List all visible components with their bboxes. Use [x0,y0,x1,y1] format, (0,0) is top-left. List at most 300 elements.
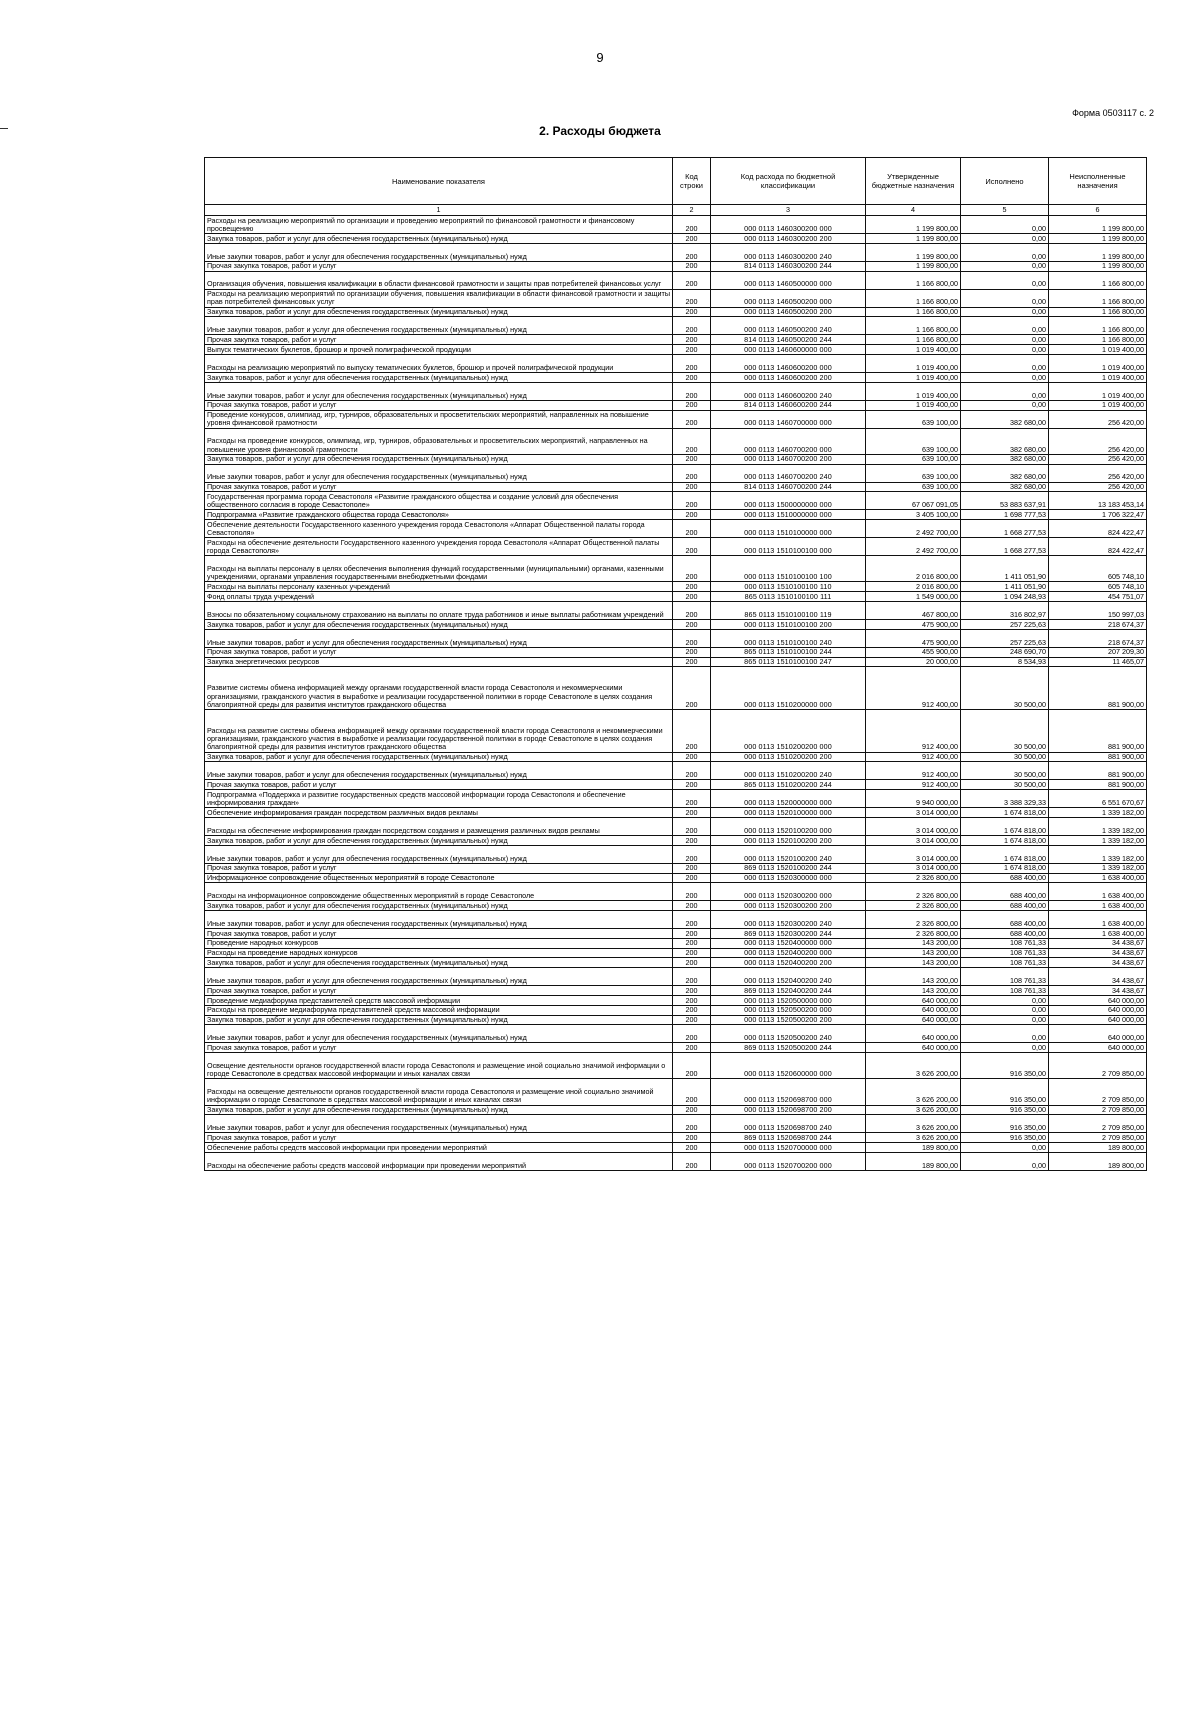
cell-name: Закупка товаров, работ и услуг для обеспечения государственных (муниципальных) нужд [205,454,673,464]
header-executed: Исполнено [961,158,1049,205]
cell-budget-code: 000 0113 1520100200 240 [711,845,866,863]
cell-row-code: 200 [673,1143,711,1153]
table-row [205,780,1147,790]
cell-approved: 143 200,00 [866,948,961,958]
cell-row-code: 200 [673,382,711,400]
cell-row-code: 200 [673,464,711,482]
cell-approved: 640 000,00 [866,1025,961,1043]
cell-approved: 2 326 800,00 [866,883,961,901]
cell-name: Расходы на развитие системы обмена информацией между органами государственной власти города Севастополя и некоммерческими организациями, гражданского участия в выработке и реализации государственной политики в городе Севастополе в целях создания благоприятной среды для развития институтов гражданского общества [205,709,673,752]
cell-unexecuted: 1 199 800,00 [1049,261,1147,271]
cell-name: Прочая закупка товаров, работ и услуг [205,482,673,492]
header-approved: Утвержденные бюджетные назначения [866,158,961,205]
cell-name: Проведение медиафорума представителей средств массовой информации [205,996,673,1006]
cell-budget-code: 000 0113 1510200200 240 [711,762,866,780]
cell-row-code: 200 [673,410,711,428]
cell-budget-code: 000 0113 1460600200 000 [711,354,866,372]
cell-name: Государственная программа города Севастополя «Развитие гражданского общества и создание условий для обеспечения общественного согласия в городе Севастополе» [205,492,673,510]
cell-name: Прочая закупка товаров, работ и услуг [205,400,673,410]
cell-unexecuted: 1 019 400,00 [1049,354,1147,372]
cell-approved: 1 199 800,00 [866,234,961,244]
cell-name: Проведение конкурсов, олимпиад, игр, турниров, образовательных и просветительских мероприятий, направленных на повышение уровня финансовой грамотности [205,410,673,428]
cell-unexecuted: 605 748,10 [1049,556,1147,582]
cell-unexecuted: 1 638 400,00 [1049,873,1147,883]
cell-unexecuted: 881 900,00 [1049,752,1147,762]
cell-approved: 2 326 800,00 [866,901,961,911]
cell-budget-code: 869 0113 1520698700 244 [711,1133,866,1143]
cell-unexecuted: 1 019 400,00 [1049,382,1147,400]
cell-unexecuted: 1 166 800,00 [1049,289,1147,307]
table-row [205,271,1147,289]
cell-approved: 2 016 800,00 [866,556,961,582]
cell-budget-code: 865 0113 1510200200 244 [711,780,866,790]
cell-row-code: 200 [673,647,711,657]
cell-executed: 916 350,00 [961,1105,1049,1115]
cell-name: Иные закупки товаров, работ и услуг для обеспечения государственных (муниципальных) нужд [205,243,673,261]
cell-row-code: 200 [673,317,711,335]
cell-approved: 2 326 800,00 [866,929,961,939]
table-row [205,354,1147,372]
cell-budget-code: 000 0113 1520400200 000 [711,948,866,958]
cell-executed: 53 883 637,91 [961,492,1049,510]
cell-approved: 1 019 400,00 [866,382,961,400]
cell-executed: 30 500,00 [961,709,1049,752]
cell-approved: 189 800,00 [866,1153,961,1171]
table-row [205,929,1147,939]
table-row [205,629,1147,647]
cell-unexecuted: 1 638 400,00 [1049,929,1147,939]
cell-unexecuted: 605 748,10 [1049,582,1147,592]
cell-executed: 30 500,00 [961,667,1049,710]
cell-row-code: 200 [673,271,711,289]
cell-name: Расходы на освещение деятельности органов государственной власти города Севастополя и размещение иной социально значимой информации о городе Севастополе в средствах массовой информации и иных каналах связи [205,1079,673,1105]
cell-executed: 108 761,33 [961,938,1049,948]
cell-approved: 1 549 000,00 [866,592,961,602]
cell-executed: 1 094 248,93 [961,592,1049,602]
cell-name: Иные закупки товаров, работ и услуг для обеспечения государственных (муниципальных) нужд [205,911,673,929]
cell-executed: 916 350,00 [961,1133,1049,1143]
table-row [205,1153,1147,1171]
cell-approved: 1 166 800,00 [866,335,961,345]
cell-unexecuted: 640 000,00 [1049,1005,1147,1015]
cell-unexecuted: 218 674,37 [1049,619,1147,629]
cell-name: Выпуск тематических буклетов, брошюр и прочей полиграфической продукции [205,345,673,355]
cell-approved: 455 900,00 [866,647,961,657]
table-row [205,667,1147,710]
table-row [205,817,1147,835]
table-row [205,986,1147,996]
cell-budget-code: 869 0113 1520500200 244 [711,1043,866,1053]
cell-executed: 1 668 277,53 [961,520,1049,538]
cell-unexecuted: 1 199 800,00 [1049,216,1147,234]
header-name: Наименование показателя [205,158,673,205]
table-row [205,428,1147,454]
cell-executed: 3 388 329,33 [961,790,1049,808]
cell-executed: 0,00 [961,1143,1049,1153]
cell-approved: 1 199 800,00 [866,243,961,261]
cell-approved: 467 800,00 [866,601,961,619]
cell-row-code: 200 [673,261,711,271]
table-row [205,883,1147,901]
cell-row-code: 200 [673,808,711,818]
table-row [205,510,1147,520]
cell-name: Иные закупки товаров, работ и услуг для обеспечения государственных (муниципальных) нужд [205,317,673,335]
cell-approved: 640 000,00 [866,1005,961,1015]
cell-unexecuted: 1 019 400,00 [1049,372,1147,382]
cell-row-code: 200 [673,520,711,538]
cell-approved: 3 626 200,00 [866,1053,961,1079]
cell-row-code: 200 [673,948,711,958]
cell-executed: 0,00 [961,317,1049,335]
cell-unexecuted: 256 420,00 [1049,464,1147,482]
table-row [205,1133,1147,1143]
cell-executed: 916 350,00 [961,1053,1049,1079]
cell-executed: 382 680,00 [961,482,1049,492]
cell-row-code: 200 [673,1005,711,1015]
cell-budget-code: 000 0113 1500000000 000 [711,492,866,510]
table-row [205,619,1147,629]
cell-budget-code: 000 0113 1510100100 110 [711,582,866,592]
cell-approved: 639 100,00 [866,410,961,428]
table-row [205,400,1147,410]
cell-row-code: 200 [673,667,711,710]
cell-executed: 108 761,33 [961,948,1049,958]
cell-budget-code: 814 0113 1460700200 244 [711,482,866,492]
cell-name: Расходы на реализацию мероприятий по организации обучения, повышения квалификации в области финансовой грамотности и защиты прав потребителей финансовых услуг [205,289,673,307]
cell-approved: 3 014 000,00 [866,863,961,873]
cell-name: Закупка товаров, работ и услуг для обеспечения государственных (муниципальных) нужд [205,307,673,317]
cell-executed: 0,00 [961,400,1049,410]
cell-name: Иные закупки товаров, работ и услуг для обеспечения государственных (муниципальных) нужд [205,1115,673,1133]
cell-unexecuted: 34 438,67 [1049,938,1147,948]
cell-unexecuted: 150 997,03 [1049,601,1147,619]
cell-executed: 916 350,00 [961,1079,1049,1105]
cell-unexecuted: 189 800,00 [1049,1153,1147,1171]
cell-name: Обеспечение деятельности Государственного казенного учреждения города Севастополя «Аппарат Общественной палаты города Севастополя» [205,520,673,538]
cell-name: Иные закупки товаров, работ и услуг для обеспечения государственных (муниципальных) нужд [205,762,673,780]
cell-approved: 143 200,00 [866,968,961,986]
cell-row-code: 200 [673,657,711,667]
cell-row-code: 200 [673,873,711,883]
cell-name: Прочая закупка товаров, работ и услуг [205,261,673,271]
cell-approved: 2 326 800,00 [866,873,961,883]
cell-row-code: 200 [673,307,711,317]
cell-budget-code: 000 0113 1460300200 200 [711,234,866,244]
cell-budget-code: 000 0113 1520700200 000 [711,1153,866,1171]
cell-name: Расходы на обеспечение работы средств массовой информации при проведении мероприятий [205,1153,673,1171]
cell-name: Проведение народных конкурсов [205,938,673,948]
cell-row-code: 200 [673,817,711,835]
cell-budget-code: 000 0113 1460500200 200 [711,307,866,317]
cell-name: Прочая закупка товаров, работ и услуг [205,335,673,345]
column-number: 6 [1049,205,1147,216]
cell-budget-code: 000 0113 1460700200 200 [711,454,866,464]
cell-budget-code: 000 0113 1520400000 000 [711,938,866,948]
cell-approved: 639 100,00 [866,454,961,464]
table-row [205,863,1147,873]
cell-approved: 1 199 800,00 [866,216,961,234]
cell-unexecuted: 1 166 800,00 [1049,335,1147,345]
cell-approved: 912 400,00 [866,709,961,752]
cell-executed: 1 698 777,53 [961,510,1049,520]
cell-budget-code: 000 0113 1460700000 000 [711,410,866,428]
cell-name: Прочая закупка товаров, работ и услуг [205,986,673,996]
cell-unexecuted: 2 709 850,00 [1049,1133,1147,1143]
cell-executed: 0,00 [961,1153,1049,1171]
cell-executed: 0,00 [961,354,1049,372]
cell-unexecuted: 1 199 800,00 [1049,234,1147,244]
cell-approved: 912 400,00 [866,667,961,710]
cell-budget-code: 865 0113 1510100100 244 [711,647,866,657]
cell-budget-code: 000 0113 1520698700 200 [711,1105,866,1115]
cell-row-code: 200 [673,901,711,911]
cell-budget-code: 000 0113 1520300200 000 [711,883,866,901]
cell-row-code: 200 [673,510,711,520]
cell-budget-code: 000 0113 1510200200 200 [711,752,866,762]
cell-executed: 30 500,00 [961,762,1049,780]
cell-name: Подпрограмма «Поддержка и развитие государственных средств массовой информации города Севастополя и обеспечение информирования граждан» [205,790,673,808]
table-row [205,1005,1147,1015]
cell-approved: 1 019 400,00 [866,400,961,410]
cell-unexecuted: 1 339 182,00 [1049,835,1147,845]
table-row [205,520,1147,538]
cell-row-code: 200 [673,762,711,780]
cell-budget-code: 000 0113 1520600000 000 [711,1053,866,1079]
cell-approved: 912 400,00 [866,752,961,762]
cell-unexecuted: 1 166 800,00 [1049,271,1147,289]
cell-approved: 3 405 100,00 [866,510,961,520]
column-number: 2 [673,205,711,216]
table-row [205,592,1147,602]
cell-budget-code: 000 0113 1520100200 200 [711,835,866,845]
cell-row-code: 200 [673,929,711,939]
cell-name: Освещение деятельности органов государственной власти города Севастополя и размещение иной социально значимой информации о городе Севастополе в средствах массовой информации и иных каналах связи [205,1053,673,1079]
cell-budget-code: 000 0113 1510100100 240 [711,629,866,647]
cell-budget-code: 000 0113 1510100100 200 [711,619,866,629]
cell-row-code: 200 [673,911,711,929]
cell-row-code: 200 [673,986,711,996]
cell-executed: 0,00 [961,261,1049,271]
cell-row-code: 200 [673,709,711,752]
cell-approved: 143 200,00 [866,958,961,968]
cell-row-code: 200 [673,556,711,582]
cell-executed: 916 350,00 [961,1115,1049,1133]
cell-name: Закупка товаров, работ и услуг для обеспечения государственных (муниципальных) нужд [205,752,673,762]
cell-name: Закупка товаров, работ и услуг для обеспечения государственных (муниципальных) нужд [205,1015,673,1025]
cell-approved: 640 000,00 [866,996,961,1006]
cell-unexecuted: 881 900,00 [1049,780,1147,790]
table-row [205,1053,1147,1079]
table-row [205,243,1147,261]
column-number: 3 [711,205,866,216]
cell-executed: 257 225,63 [961,629,1049,647]
cell-executed: 0,00 [961,335,1049,345]
cell-approved: 639 100,00 [866,428,961,454]
cell-name: Обеспечение информирования граждан посредством различных видов рекламы [205,808,673,818]
cell-executed: 1 668 277,53 [961,538,1049,556]
cell-unexecuted: 1 339 182,00 [1049,845,1147,863]
cell-approved: 1 019 400,00 [866,354,961,372]
cell-budget-code: 000 0113 1520100000 000 [711,808,866,818]
cell-unexecuted: 1 019 400,00 [1049,400,1147,410]
cell-budget-code: 000 0113 1520500200 240 [711,1025,866,1043]
cell-approved: 1 166 800,00 [866,307,961,317]
cell-approved: 3 626 200,00 [866,1105,961,1115]
cell-approved: 143 200,00 [866,938,961,948]
cell-budget-code: 000 0113 1520000000 000 [711,790,866,808]
cell-name: Организация обучения, повышения квалификации в области финансовой грамотности и защиты прав потребителей финансовых услуг [205,271,673,289]
cell-executed: 0,00 [961,1005,1049,1015]
cell-row-code: 200 [673,289,711,307]
cell-row-code: 200 [673,958,711,968]
cell-budget-code: 000 0113 1460500000 000 [711,271,866,289]
table-header-row [205,158,1147,205]
table-row [205,454,1147,464]
table-row [205,657,1147,667]
cell-name: Прочая закупка товаров, работ и услуг [205,780,673,790]
cell-approved: 189 800,00 [866,1143,961,1153]
cell-unexecuted: 1 339 182,00 [1049,808,1147,818]
table-row [205,808,1147,818]
table-row [205,1115,1147,1133]
cell-approved: 9 940 000,00 [866,790,961,808]
section-title: 2. Расходы бюджета [539,124,661,138]
cell-unexecuted: 1 638 400,00 [1049,901,1147,911]
cell-unexecuted: 1 638 400,00 [1049,883,1147,901]
cell-executed: 248 690,70 [961,647,1049,657]
cell-budget-code: 865 0113 1510100100 111 [711,592,866,602]
cell-name: Иные закупки товаров, работ и услуг для обеспечения государственных (муниципальных) нужд [205,382,673,400]
cell-row-code: 200 [673,938,711,948]
cell-name: Прочая закупка товаров, работ и услуг [205,647,673,657]
cell-unexecuted: 1 019 400,00 [1049,345,1147,355]
cell-unexecuted: 256 420,00 [1049,410,1147,428]
cell-executed: 0,00 [961,1015,1049,1025]
cell-approved: 640 000,00 [866,1043,961,1053]
table-row [205,601,1147,619]
table-row [205,1043,1147,1053]
cell-name: Расходы на обеспечение информирования граждан посредством создания и размещения различных видов рекламы [205,817,673,835]
cell-name: Обеспечение работы средств массовой информации при проведении мероприятий [205,1143,673,1153]
cell-executed: 0,00 [961,1043,1049,1053]
expenses-table [204,157,1147,1171]
cell-executed: 688 400,00 [961,873,1049,883]
cell-unexecuted: 1 166 800,00 [1049,317,1147,335]
cell-name: Развитие системы обмена информацией между органами государственной власти города Севастополя и некоммерческими организациями, гражданского участия в выработке и реализации государственной политики в городе Севастополе в целях создания благоприятной среды для развития институтов гражданского общества [205,667,673,710]
cell-executed: 108 761,33 [961,986,1049,996]
cell-executed: 1 674 818,00 [961,817,1049,835]
cell-row-code: 200 [673,1105,711,1115]
cell-name: Прочая закупка товаров, работ и услуг [205,1043,673,1053]
cell-row-code: 200 [673,1153,711,1171]
cell-row-code: 200 [673,968,711,986]
cell-name: Закупка товаров, работ и услуг для обеспечения государственных (муниципальных) нужд [205,372,673,382]
cell-row-code: 200 [673,1133,711,1143]
cell-executed: 1 674 818,00 [961,835,1049,845]
cell-unexecuted: 207 209,30 [1049,647,1147,657]
cell-row-code: 200 [673,1025,711,1043]
cell-name: Прочая закупка товаров, работ и услуг [205,1133,673,1143]
cell-unexecuted: 454 751,07 [1049,592,1147,602]
table-row [205,948,1147,958]
table-row [205,464,1147,482]
cell-approved: 2 016 800,00 [866,582,961,592]
cell-unexecuted: 824 422,47 [1049,538,1147,556]
cell-approved: 1 166 800,00 [866,317,961,335]
cell-budget-code: 814 0113 1460500200 244 [711,335,866,345]
cell-budget-code: 000 0113 1520400200 200 [711,958,866,968]
table-row [205,317,1147,335]
cell-unexecuted: 256 420,00 [1049,454,1147,464]
cell-row-code: 200 [673,863,711,873]
cell-executed: 1 411 051,90 [961,556,1049,582]
cell-unexecuted: 218 674,37 [1049,629,1147,647]
table-row [205,289,1147,307]
cell-approved: 3 014 000,00 [866,835,961,845]
cell-budget-code: 000 0113 1510100100 000 [711,538,866,556]
cell-approved: 20 000,00 [866,657,961,667]
cell-name: Закупка энергетических ресурсов [205,657,673,667]
cell-approved: 3 626 200,00 [866,1133,961,1143]
cell-executed: 688 400,00 [961,901,1049,911]
cell-unexecuted: 256 420,00 [1049,482,1147,492]
table-row [205,382,1147,400]
cell-unexecuted: 881 900,00 [1049,709,1147,752]
cell-row-code: 200 [673,1115,711,1133]
cell-budget-code: 814 0113 1460300200 244 [711,261,866,271]
cell-executed: 1 411 051,90 [961,582,1049,592]
cell-budget-code: 000 0113 1520300200 240 [711,911,866,929]
cell-approved: 475 900,00 [866,629,961,647]
cell-unexecuted: 1 706 322,47 [1049,510,1147,520]
cell-name: Закупка товаров, работ и услуг для обеспечения государственных (муниципальных) нужд [205,1105,673,1115]
cell-row-code: 200 [673,492,711,510]
cell-approved: 3 014 000,00 [866,808,961,818]
scan-marks [370,1700,490,1706]
header-budget-code: Код расхода по бюджетной классификации [711,158,866,205]
cell-unexecuted: 640 000,00 [1049,1015,1147,1025]
cell-budget-code: 000 0113 1520100200 000 [711,817,866,835]
cell-name: Расходы на проведение конкурсов, олимпиад, игр, турниров, образовательных и просветительских мероприятий, направленных на повышение уровня финансовой грамотности [205,428,673,454]
form-code: Форма 0503117 с. 2 [1072,108,1154,118]
cell-budget-code: 000 0113 1460700200 240 [711,464,866,482]
column-numbers-row [205,205,1147,216]
cell-approved: 3 014 000,00 [866,845,961,863]
table-row [205,216,1147,234]
cell-row-code: 200 [673,835,711,845]
cell-approved: 2 326 800,00 [866,911,961,929]
cell-approved: 2 492 700,00 [866,538,961,556]
cell-row-code: 200 [673,629,711,647]
cell-executed: 688 400,00 [961,929,1049,939]
cell-row-code: 200 [673,372,711,382]
cell-approved: 1 019 400,00 [866,372,961,382]
column-number: 5 [961,205,1049,216]
table-row [205,958,1147,968]
cell-unexecuted: 1 339 182,00 [1049,863,1147,873]
cell-approved: 640 000,00 [866,1015,961,1025]
table-row [205,762,1147,780]
table-row [205,538,1147,556]
cell-budget-code: 000 0113 1520700000 000 [711,1143,866,1153]
table-row [205,556,1147,582]
cell-unexecuted: 1 199 800,00 [1049,243,1147,261]
cell-budget-code: 000 0113 1520500200 000 [711,1005,866,1015]
cell-budget-code: 865 0113 1510100100 119 [711,601,866,619]
cell-executed: 8 534,93 [961,657,1049,667]
cell-name: Расходы на обеспечение деятельности Государственного казенного учреждения города Севастополя «Аппарат Общественной палаты города Севастополя» [205,538,673,556]
table-row [205,968,1147,986]
